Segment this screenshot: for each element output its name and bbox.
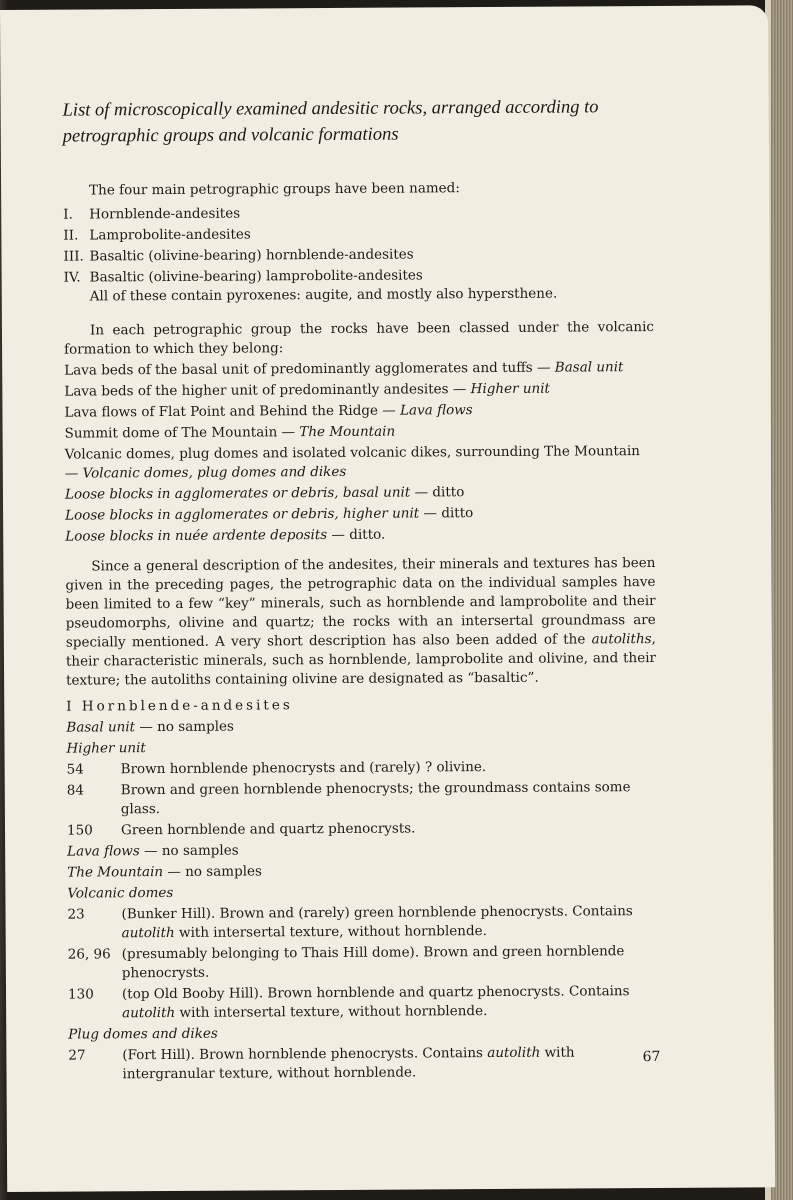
- sample-text-part: (presumably belonging to Thais Hill dome). Brown and green hornblende phenocrysts.: [121, 943, 625, 982]
- sample-number: 84: [66, 782, 85, 799]
- group-label: Basaltic (olivine-bearing) hornblende-andesites: [89, 246, 414, 265]
- subsection-basal: [66, 715, 656, 738]
- group-label: Basaltic (olivine-bearing) lamprobolite-andesites: [89, 267, 423, 286]
- subsection-name: Lava flows: [67, 843, 140, 860]
- sample-entry: [67, 902, 657, 944]
- formation-name: Loose blocks in agglomerates or debris, basal unit: [64, 484, 411, 503]
- subsection-plug: Plug domes and dikes: [68, 1025, 218, 1043]
- formation-text: — ditto.: [327, 526, 386, 544]
- sample-text-italic: autolith: [122, 1004, 176, 1022]
- subsection-note: — no samples: [163, 863, 262, 881]
- sample-text: Green hornblende and quartz phenocrysts.: [120, 820, 416, 839]
- sample-text-part: with intersertal texture, without hornblende.: [175, 1003, 488, 1021]
- pyroxenes-note: All of these contain pyroxenes: augite, and mostly also hypersthene.: [89, 285, 558, 305]
- page-content: [62, 6, 661, 1083]
- section-heading: I Hornblende-andesites: [66, 697, 293, 715]
- loose-block-item: [65, 503, 655, 526]
- formation-name: Lava flows: [400, 402, 473, 419]
- sample-entry: [68, 982, 658, 1024]
- page-title: List of microscopically examined andesitic rocks, arranged according to petrographic groups and volcanic formations: [62, 97, 599, 147]
- sample-entry: [68, 1043, 661, 1085]
- description-paragraph: [65, 554, 656, 691]
- description-text: Since a general description of the andesites, their minerals and textures has been given in the preceding pages, the petrographic data on the individual samples have been limited to a few “key” minerals, such as hornblende and lamprobolite and their pseudomorphs, olivine and quartz; the rocks with an intersertal groundmass are specially mentioned. A very short description has also been added of the: [65, 555, 656, 651]
- subsection-higher: Higher unit: [66, 740, 146, 757]
- sample-number: 23: [67, 906, 85, 923]
- sample-entry: [67, 778, 657, 820]
- formation-text: Lava beds of the higher unit of predominantly andesites —: [64, 381, 471, 400]
- subsection-note: — no samples: [135, 718, 234, 736]
- subsection-note: — no samples: [139, 842, 239, 860]
- group-number: III.: [63, 248, 84, 265]
- formation-text: Summit dome of The Mountain —: [64, 424, 300, 442]
- sample-text: Brown hornblende phenocrysts and (rarely) ? olivine.: [120, 759, 487, 778]
- sample-number: 130: [67, 986, 94, 1003]
- formation-item: [65, 421, 655, 444]
- group-list: [63, 202, 653, 288]
- formation-text: Volcanic domes, plug domes and isolated volcanic dikes, surrounding The Mountain —: [64, 443, 641, 482]
- sample-text: [122, 982, 658, 1023]
- formation-text: — ditto: [410, 484, 465, 501]
- group-number: II.: [63, 227, 79, 244]
- subsection-domes: Volcanic domes: [67, 884, 174, 902]
- subsection-mountain: [67, 860, 657, 883]
- sample-number: 26, 96: [67, 946, 111, 963]
- formation-name: Loose blocks in nuée ardente deposits: [65, 527, 328, 545]
- intro-text: The four main petrographic groups have been named:: [89, 180, 460, 199]
- formation-list: [64, 358, 655, 547]
- subsection-name: Basal unit: [66, 719, 136, 736]
- formation-text: — ditto: [419, 505, 474, 522]
- sample-text: [122, 1043, 661, 1084]
- formation-item: [64, 379, 654, 402]
- sample-entry: [67, 757, 657, 780]
- page-sheet: [0, 5, 775, 1192]
- sample-text-italic: autolith: [121, 924, 175, 942]
- sample-text: [122, 942, 658, 983]
- sample-text-part: (top Old Booby Hill). Brown hornblende and quartz phenocrysts. Contains: [121, 983, 630, 1003]
- group-item: [63, 244, 653, 267]
- sample-number: 54: [66, 761, 84, 778]
- description-italic: autoliths: [591, 631, 652, 648]
- sample-number: 27: [68, 1047, 86, 1064]
- group-item: [63, 223, 653, 246]
- sample-text: Brown and green hornblende phenocrysts; the groundmass contains some glass.: [120, 779, 631, 818]
- formation-name: Volcanic domes, plug domes and dikes: [82, 463, 347, 482]
- subsection-lava: [67, 839, 657, 862]
- subsection-name: The Mountain: [67, 864, 164, 881]
- description-text: , their characteristic minerals, such as hornblende, lamprobolite and olivine, and their texture; the autoliths containing olivine are designated as “basaltic”.: [65, 631, 657, 689]
- formation-name: Basal unit: [554, 359, 624, 376]
- sample-text: [121, 902, 657, 943]
- sample-text-part: (Fort Hill). Brown hornblende phenocrysts. Contains: [122, 1045, 488, 1064]
- page-number: 67: [642, 1048, 661, 1066]
- loose-block-item: [65, 524, 655, 547]
- loose-block-item: [65, 482, 655, 505]
- group-number: I.: [63, 206, 73, 223]
- group-label: Lamprobolite-andesites: [89, 226, 251, 244]
- formation-item: [64, 358, 654, 381]
- formation-name: Higher unit: [470, 380, 550, 398]
- sample-number: 150: [66, 822, 93, 839]
- formation-name: Loose blocks in agglomerates or debris, higher unit: [65, 505, 420, 524]
- sample-text-part: with intergranular texture, without hornblende.: [122, 1044, 575, 1083]
- sample-entry: [67, 818, 657, 841]
- sample-text-italic: autolith: [487, 1044, 541, 1062]
- formation-text: Lava flows of Flat Point and Behind the Ridge —: [64, 402, 401, 421]
- formation-text: Lava beds of the basal unit of predominantly agglomerates and tuffs —: [64, 359, 555, 379]
- group-label: Hornblende-andesites: [89, 205, 241, 223]
- group-item: [63, 202, 653, 225]
- formation-item: [64, 400, 654, 423]
- sample-text-part: with intersertal texture, without hornblende.: [174, 923, 487, 941]
- group-number: IV.: [63, 269, 81, 286]
- formation-name: The Mountain: [299, 423, 396, 441]
- sample-entry: [68, 942, 658, 984]
- sample-text-part: (Bunker Hill). Brown and (rarely) green hornblende phenocrysts. Contains: [121, 903, 633, 923]
- hornblende-section: [66, 694, 661, 1085]
- formations-intro: In each petrographic group the rocks have been classed under the volcanic formation to which they belong:: [64, 319, 654, 358]
- formation-item: [65, 442, 655, 484]
